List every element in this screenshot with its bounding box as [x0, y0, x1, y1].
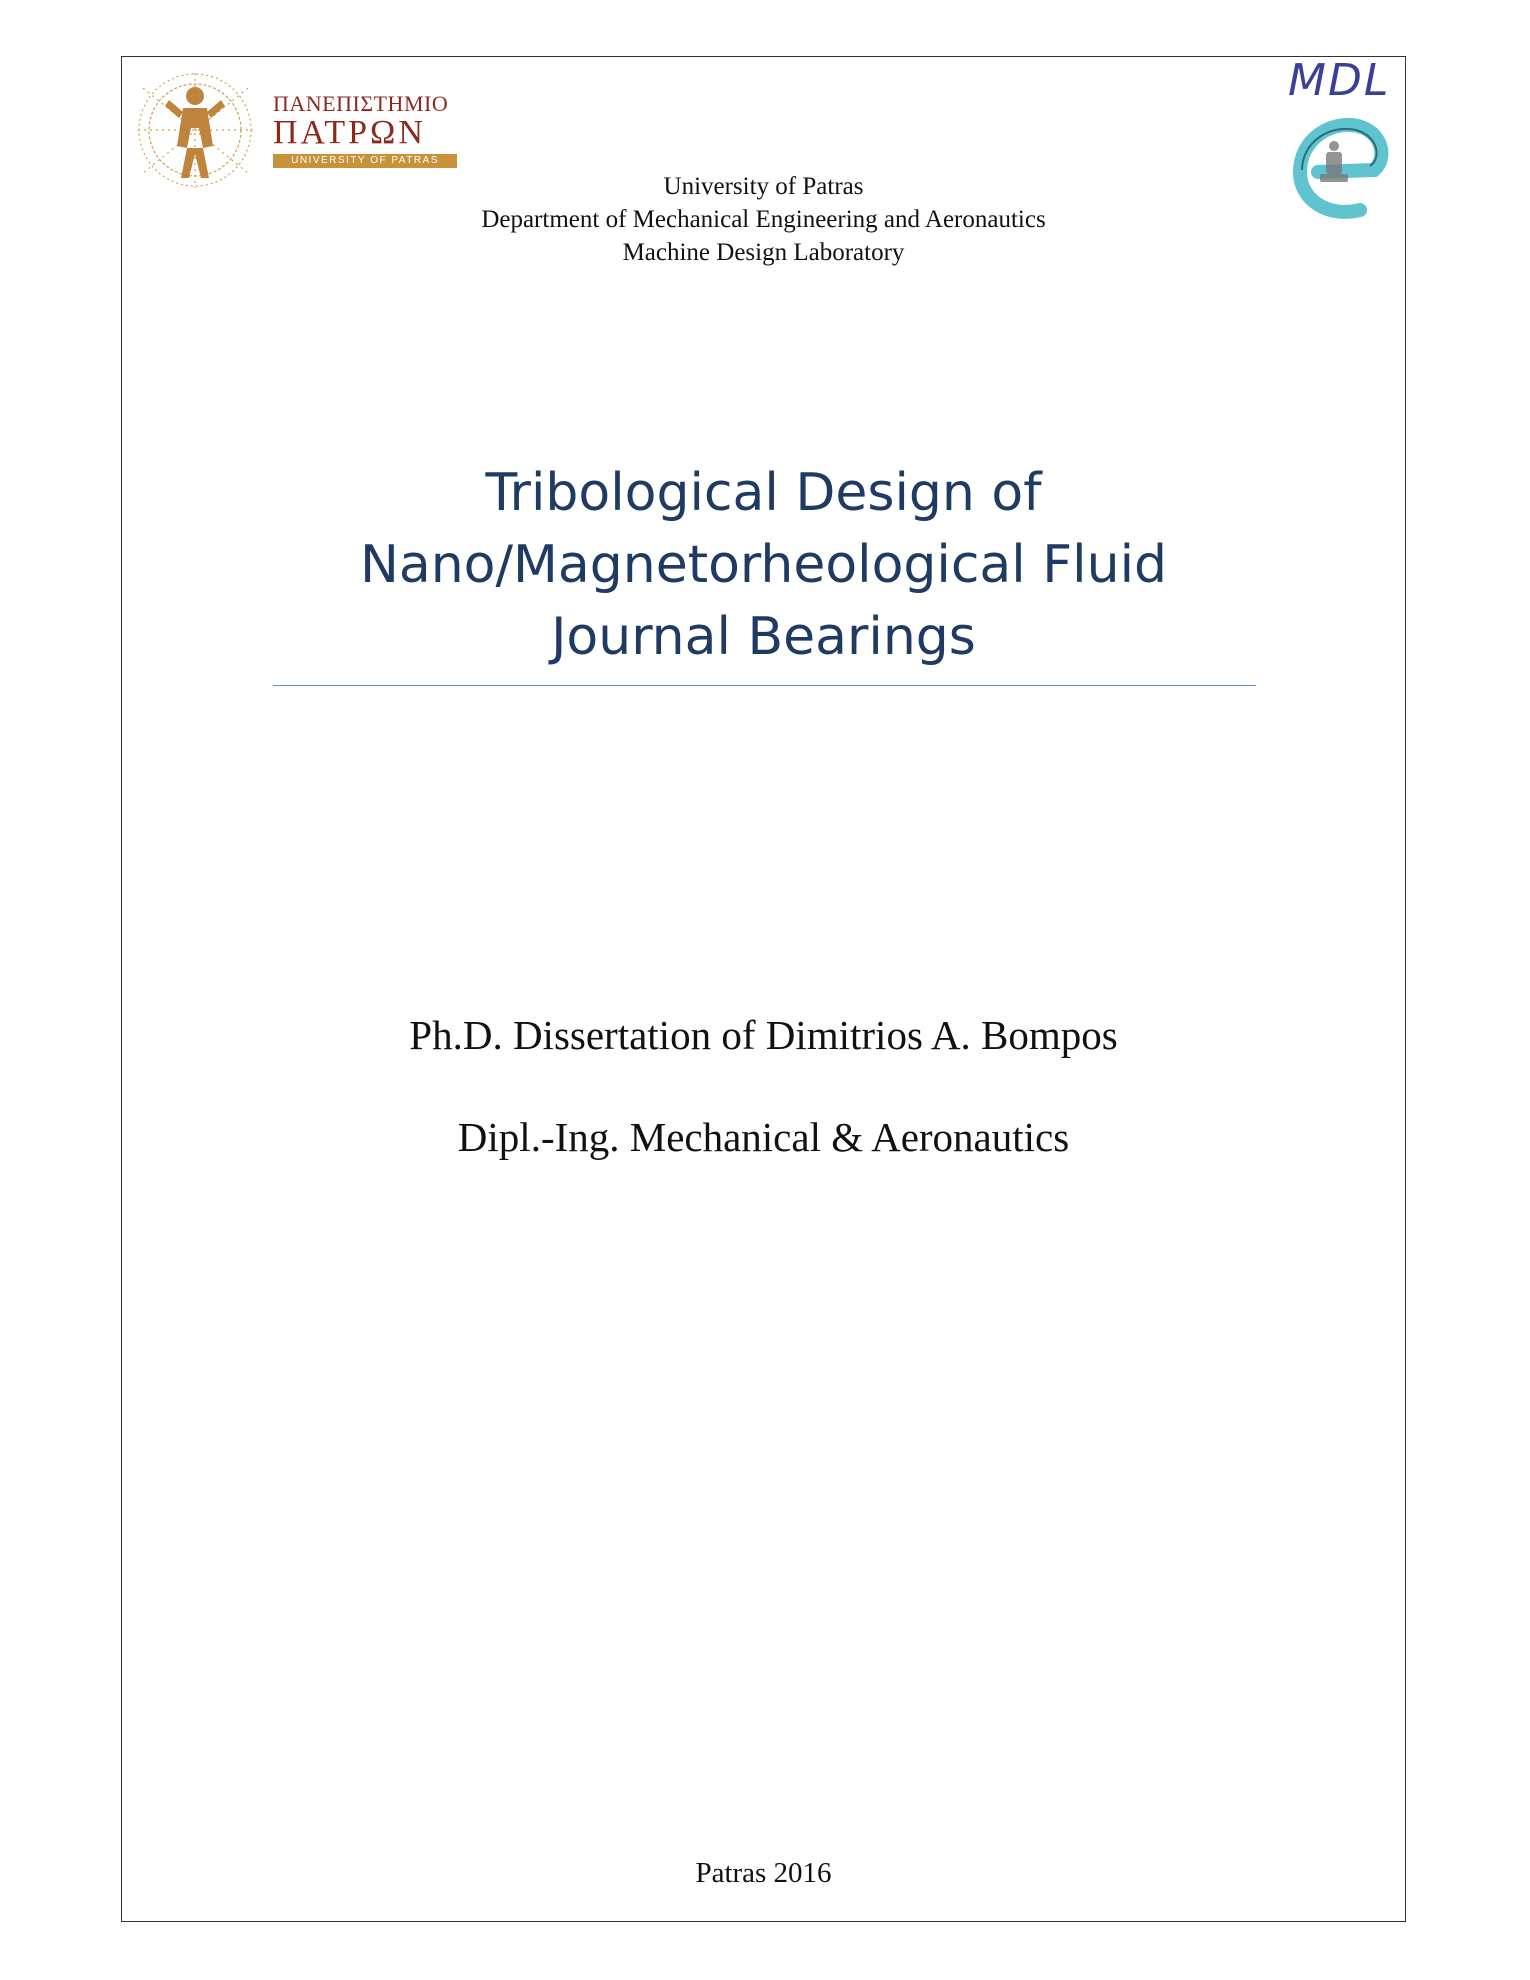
- degree-line: Dipl.-Ing. Mechanical & Aeronautics: [457, 1114, 1070, 1160]
- dissertation-title: [121, 457, 1406, 673]
- author-line: Ph.D. Dissertation of Dimitrios A. Bompos: [409, 1012, 1118, 1058]
- university-wordmark-bar: UNIVERSITY OF PATRAS: [273, 154, 457, 168]
- university-wordmark-line2: ΠΑΤΡΩΝ: [273, 114, 426, 151]
- title-line-2: Nano/Magnetorheological Fluid: [359, 535, 1168, 595]
- university-wordmark: [273, 92, 463, 168]
- page-border: [121, 56, 1406, 1922]
- title-line-1: Tribological Design of: [485, 463, 1042, 523]
- title-underline: [273, 685, 1256, 686]
- laboratory-name: Machine Design Laboratory: [622, 239, 905, 266]
- university-wordmark-line1: ΠΑΝΕΠΙΣΤΗΜΙΟ: [273, 91, 449, 116]
- institution-header: [121, 170, 1406, 269]
- department-name: Department of Mechanical Engineering and Aeronautics: [481, 206, 1046, 233]
- university-name: University of Patras: [663, 173, 864, 200]
- place-year: Patras 2016: [695, 1857, 832, 1889]
- lab-logo-text: MDL: [1288, 55, 1391, 106]
- title-line-3: Journal Bearings: [551, 607, 976, 667]
